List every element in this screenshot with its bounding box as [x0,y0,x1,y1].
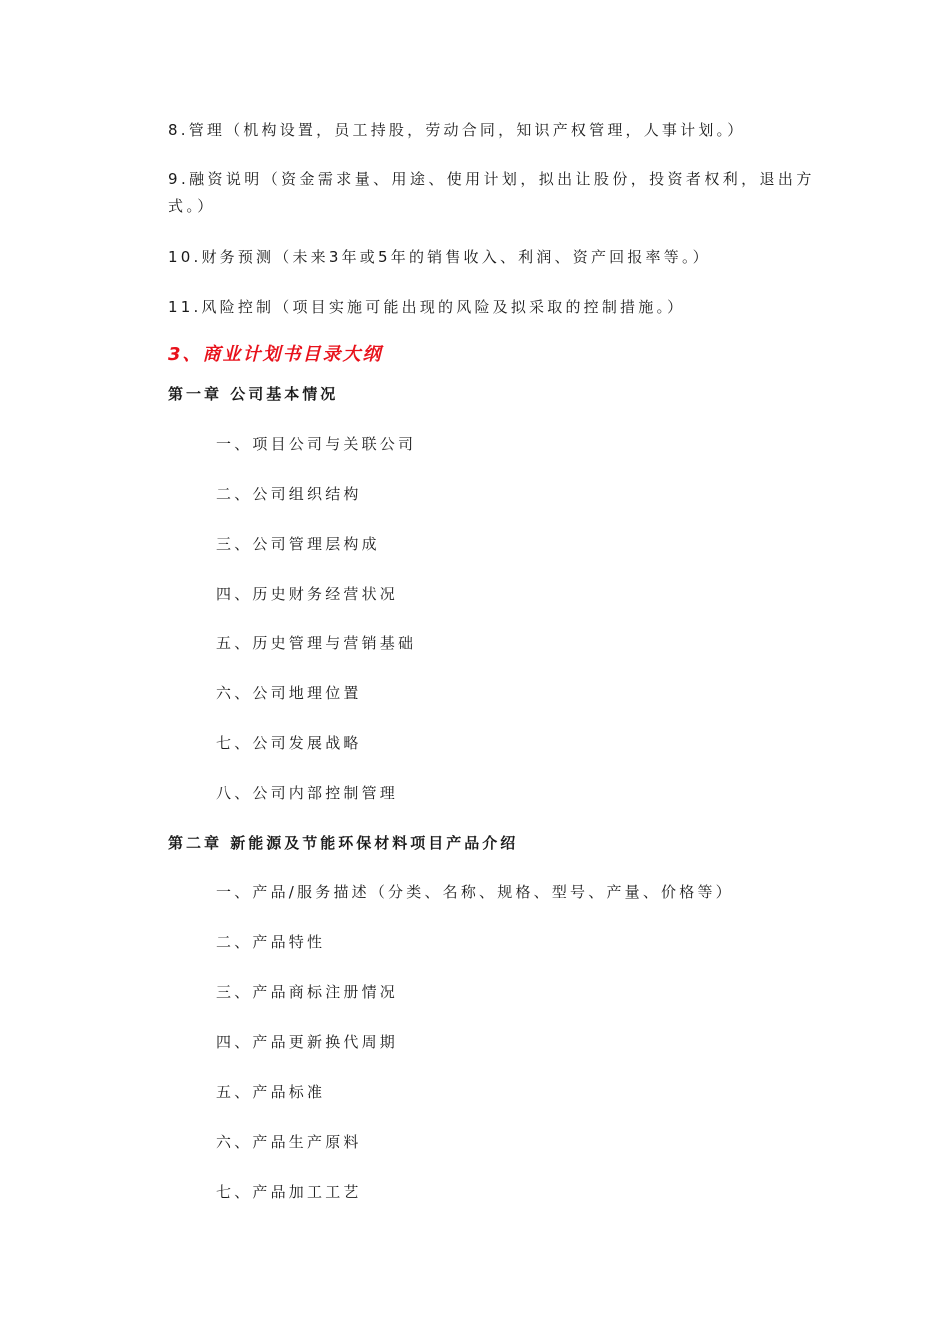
section-heading: 3、商业计划书目录大纲 [168,344,383,365]
chapter-item: 一、产品/服务描述（分类、名称、规格、型号、产量、价格等） [216,883,734,901]
chapter-item: 八、公司内部控制管理 [216,784,399,802]
paragraph-management: 8.管理（机构设置，员工持股，劳动合同，知识产权管理，人事计划。） [168,121,746,139]
chapter-item: 三、公司管理层构成 [216,535,380,553]
chapter-item: 五、产品标准 [216,1083,326,1101]
chapter-item: 二、产品特性 [216,933,326,951]
chapter-item: 六、公司地理位置 [216,684,362,702]
chapter-item: 四、历史财务经营状况 [216,585,399,603]
chapter-item: 五、历史管理与营销基础 [216,634,417,652]
chapter-item: 三、产品商标注册情况 [216,983,399,1001]
chapter-title: 第一章 公司基本情况 [168,385,339,403]
chapter-item: 六、产品生产原料 [216,1133,362,1151]
chapter-item: 七、公司发展战略 [216,734,362,752]
chapter-title: 第二章 新能源及节能环保材料项目产品介绍 [168,834,519,852]
chapter-item: 一、项目公司与关联公司 [216,435,417,453]
chapter-item: 七、产品加工工艺 [216,1183,362,1201]
paragraph-risk-control: 11.风险控制（项目实施可能出现的风险及拟采取的控制措施。） [168,298,686,316]
chapter-item: 二、公司组织结构 [216,485,362,503]
paragraph-financing: 9.融资说明（资金需求量、用途、使用计划，拟出让股份，投资者权利，退出方式。） [168,170,815,215]
chapter-item: 四、产品更新换代周期 [216,1033,399,1051]
paragraph-financial-forecast: 10.财务预测（未来3年或5年的销售收入、利润、资产回报率等。） [168,248,711,266]
